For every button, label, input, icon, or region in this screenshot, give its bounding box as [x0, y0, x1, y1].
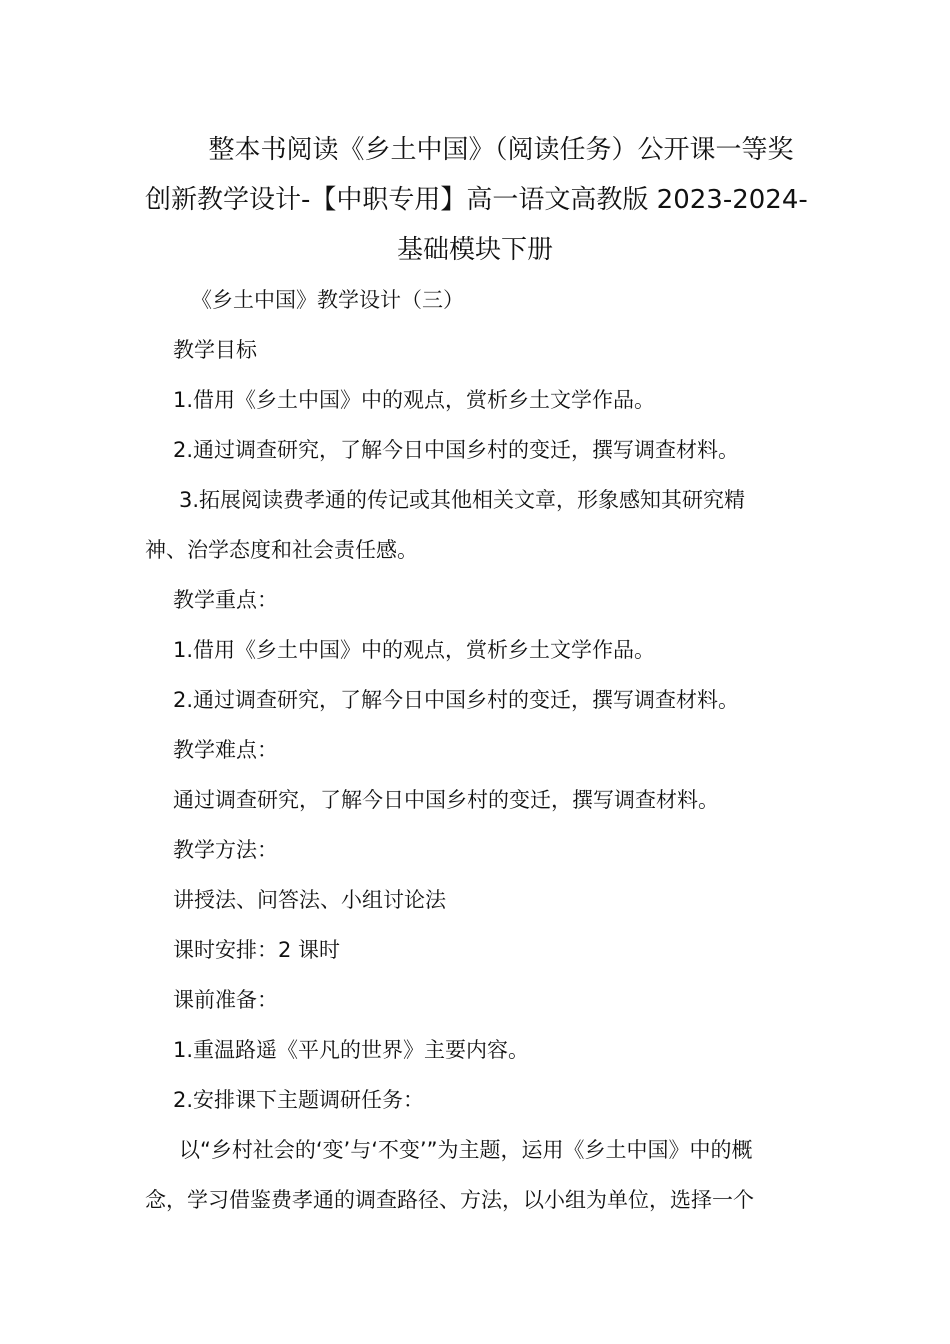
document-title [145, 125, 808, 275]
task-line-2: 念，学习借鉴费孝通的调查路径、方法，以小组为单位，选择一个 [145, 1188, 754, 1212]
key-point-1: 1.借用《乡土中国》中的观点，赏析乡土文学作品。 [173, 638, 656, 662]
difficulty-1: 通过调查研究，了解今日中国乡村的变迁，撰写调查材料。 [173, 788, 719, 812]
goal-item-2: 2.通过调查研究，了解今日中国乡村的变迁，撰写调查材料。 [173, 438, 740, 462]
goal-item-1: 1.借用《乡土中国》中的观点，赏析乡土文学作品。 [173, 388, 656, 412]
section-heading-key-points: 教学重点： [173, 588, 278, 612]
task-line-1: 以“乡村社会的‘变’与‘不变’”为主题，运用《乡土中国》中的概 [179, 1138, 753, 1162]
document-body [145, 275, 810, 1225]
section-heading-goals: 教学目标 [173, 338, 257, 362]
class-hours: 课时安排：2 课时 [173, 938, 341, 962]
section-heading-difficulties: 教学难点： [173, 738, 278, 762]
method-1: 讲授法、问答法、小组讨论法 [173, 888, 446, 912]
preparation-1: 1.重温路遥《平凡的世界》主要内容。 [173, 1038, 530, 1062]
title-line-3: 基础模块下册 [396, 235, 553, 265]
key-point-2: 2.通过调查研究，了解今日中国乡村的变迁，撰写调查材料。 [173, 688, 740, 712]
goal-item-3-line-1: 3.拓展阅读费孝通的传记或其他相关文章，形象感知其研究精 [179, 488, 746, 512]
section-heading-preparation: 课前准备： [173, 988, 278, 1012]
goal-item-3-line-2: 神、治学态度和社会责任感。 [145, 538, 418, 562]
section-heading-methods: 教学方法： [173, 838, 278, 862]
title-line-2: 创新教学设计-【中职专用】高一语文高教版 2023-2024- [145, 185, 808, 215]
preparation-2: 2.安排课下主题调研任务： [173, 1088, 425, 1112]
subtitle: 《乡土中国》教学设计（三） [191, 288, 464, 312]
title-line-1: 整本书阅读《乡土中国》（阅读任务）公开课一等奖 [208, 135, 794, 165]
